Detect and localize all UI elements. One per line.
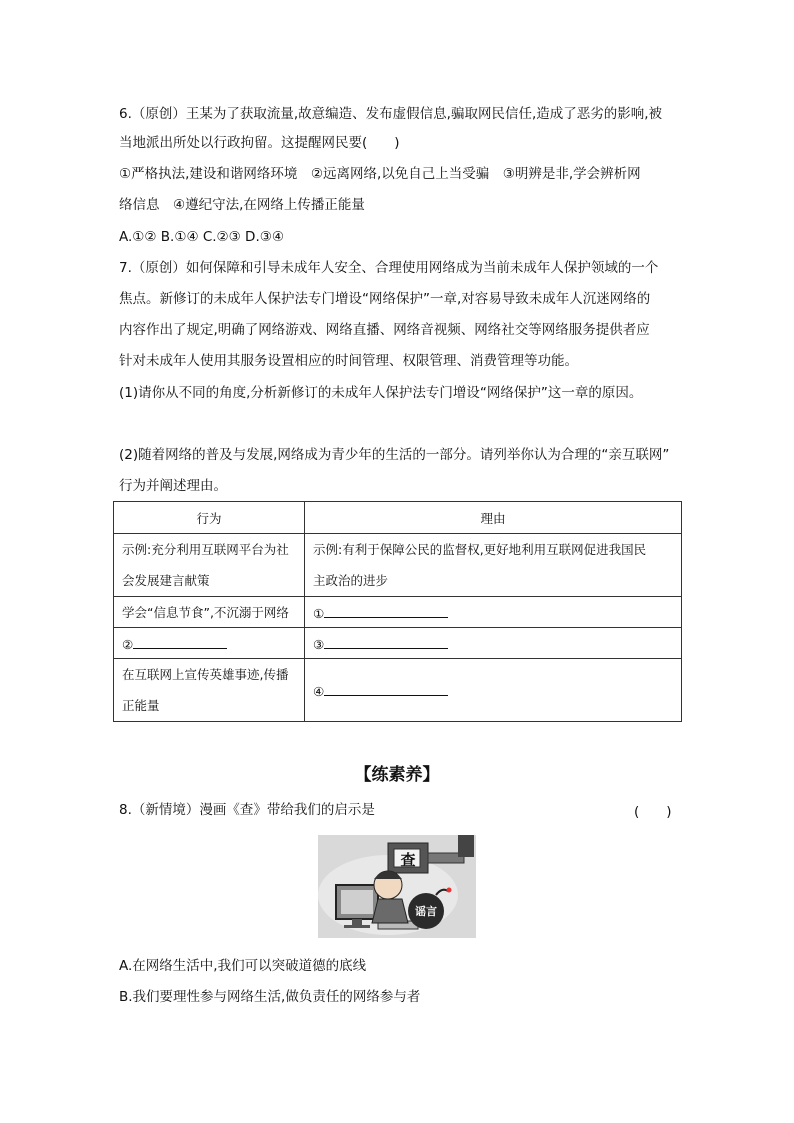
q7-subquestion-1: (1)请你从不同的角度,分析新修订的未成年人保护法专门增设“网络保护”这一章的原因。 bbox=[119, 385, 643, 401]
q7-stem-line-1: 7.（原创）如何保障和引导未成年人安全、合理使用网络成为当前未成年人保护领域的一个 bbox=[119, 260, 659, 276]
table-row bbox=[114, 597, 682, 628]
cell-text-line: 在互联网上宣传英雄事迹,传播 bbox=[122, 667, 289, 682]
q7-subquestion-2-line-1: (2)随着网络的普及与发展,网络成为青少年的生活的一部分。请列举你认为合理的“亲互联网” bbox=[119, 447, 670, 463]
table-header-row bbox=[114, 502, 682, 534]
table-row bbox=[114, 534, 682, 597]
table-header-behavior: 行为 bbox=[114, 502, 305, 534]
table-row bbox=[114, 628, 682, 659]
q6-options-line-2: 络信息 ④遵纪守法,在网络上传播正能量 bbox=[119, 197, 365, 213]
cartoon-image bbox=[318, 835, 476, 938]
answer-blank[interactable] bbox=[324, 681, 448, 696]
answer-marker: ③ bbox=[313, 637, 325, 652]
table-cell-reason bbox=[305, 659, 682, 722]
table-row bbox=[114, 659, 682, 722]
cell-text-line: 会发展建言献策 bbox=[122, 573, 210, 588]
table-cell-reason bbox=[305, 534, 682, 597]
q6-choices: A.①② B.①④ C.②③ D.③④ bbox=[119, 229, 284, 245]
table-cell-behavior bbox=[114, 659, 305, 722]
answer-marker: ④ bbox=[313, 684, 325, 699]
answer-marker: ① bbox=[313, 606, 325, 621]
cell-text-line: 正能量 bbox=[122, 698, 160, 713]
table-cell-behavior bbox=[114, 628, 305, 659]
q7-stem-line-2: 焦点。新修订的未成年人保护法专门增设“网络保护”一章,对容易导致未成年人沉迷网络的 bbox=[119, 291, 651, 307]
answer-blank[interactable] bbox=[324, 634, 448, 649]
q7-stem-line-4: 针对未成年人使用其服务设置相应的时间管理、权限管理、消费管理等功能。 bbox=[119, 353, 578, 369]
table-header-reason: 理由 bbox=[305, 502, 682, 534]
table-cell-reason bbox=[305, 628, 682, 659]
q6-options-line-1: ①严格执法,建设和谐网络环境 ②远离网络,以免自己上当受骗 ③明辨是非,学会辨析网 bbox=[119, 166, 641, 182]
q6-stem-line-1: 6.（原创）王某为了获取流量,故意编造、发布虚假信息,骗取网民信任,造成了恶劣的影响,被 bbox=[119, 106, 663, 122]
cell-text-line: 示例:充分利用互联网平台为社 bbox=[122, 542, 289, 557]
q8-option-a: A.在网络生活中,我们可以突破道德的底线 bbox=[119, 958, 367, 974]
cartoon-sign-text: 查 bbox=[400, 851, 416, 869]
cartoon-bomb-text: 谣言 bbox=[415, 905, 437, 918]
cell-text-line: 主政治的进步 bbox=[313, 573, 389, 588]
answer-table bbox=[113, 501, 682, 722]
answer-blank[interactable] bbox=[133, 634, 227, 649]
table-cell-behavior: 学会“信息节食”,不沉溺于网络 bbox=[114, 597, 305, 628]
q8-answer-paren: ( ) bbox=[634, 804, 672, 820]
q7-stem-line-3: 内容作出了规定,明确了网络游戏、网络直播、网络音视频、网络社交等网络服务提供者应 bbox=[119, 322, 650, 338]
q8-option-b: B.我们要理性参与网络生活,做负责任的网络参与者 bbox=[119, 989, 421, 1005]
q8-stem: 8.（新情境）漫画《查》带给我们的启示是 bbox=[119, 802, 375, 818]
cell-text-line: 示例:有利于保障公民的监督权,更好地利用互联网促进我国民 bbox=[313, 542, 647, 557]
q6-stem-line-2: 当地派出所处以行政拘留。这提醒网民要( ) bbox=[119, 135, 400, 151]
q7-subquestion-2-line-2: 行为并阐述理由。 bbox=[119, 478, 227, 494]
table-cell-reason bbox=[305, 597, 682, 628]
section-title: 【练素养】 bbox=[354, 765, 440, 785]
table-cell-behavior bbox=[114, 534, 305, 597]
answer-blank[interactable] bbox=[324, 603, 448, 618]
answer-marker: ② bbox=[122, 637, 134, 652]
